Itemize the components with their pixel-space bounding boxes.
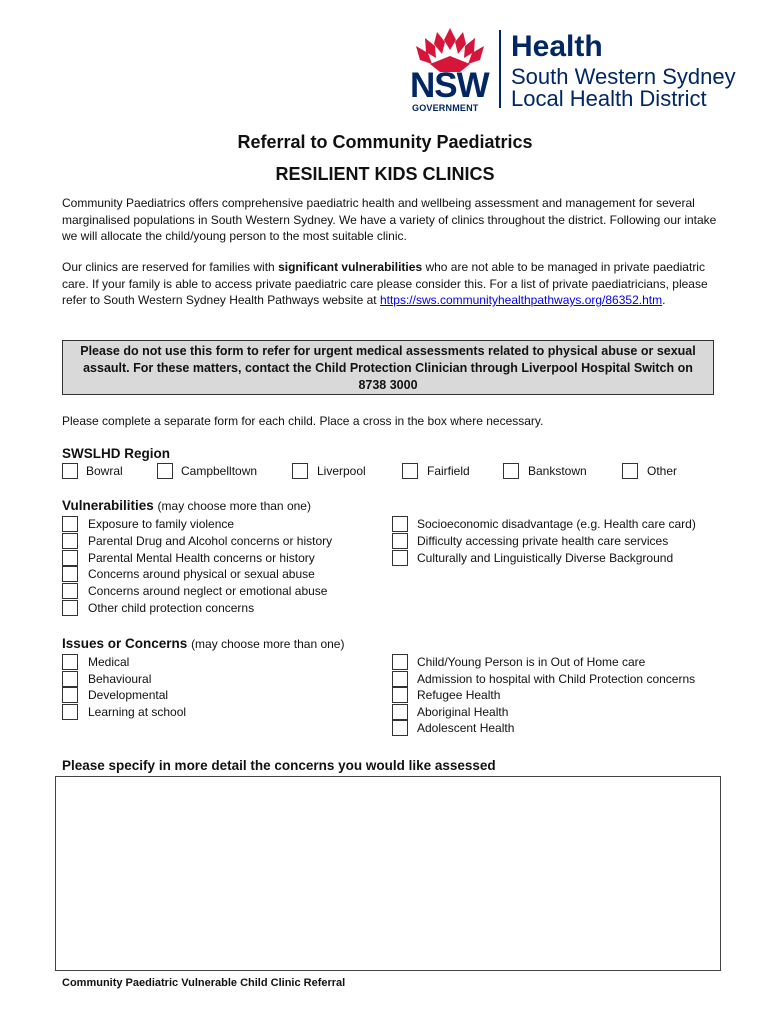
logo-district-line2: Local Health District [511,86,707,111]
region-label-bankstown: Bankstown [528,464,587,478]
vuln-label: Concerns around neglect or emotional abuse [88,584,328,598]
page-subtitle: RESILIENT KIDS CLINICS [275,164,495,184]
issue-label: Developmental [88,688,169,702]
vulnerabilities-title [62,498,311,513]
vuln-checkbox[interactable] [62,583,78,599]
vuln-label: Other child protection concerns [88,601,255,615]
vulnerabilities-subheading: (may choose more than one) [157,499,311,513]
region-checkbox-bankstown[interactable] [503,463,519,479]
issues-heading: Issues or Concerns [62,636,188,651]
region-checkbox-liverpool[interactable] [292,463,308,479]
warning-box: Please do not use this form to refer for urgent medical assessments related to physical abuse or sexual assault. For these matters, contact the Child Protection Clinician through Liverpool Hospital Switch on 8738 3000 [62,340,714,395]
issue-label: Refugee Health [417,688,501,702]
clinics-text-end: . [662,293,666,307]
region-checkbox-other[interactable] [622,463,638,479]
vuln-checkbox[interactable] [62,533,78,549]
issue-checkbox[interactable] [392,704,408,720]
vuln-label: Exposure to family violence [88,517,235,531]
vuln-label: Difficulty accessing private health care services [417,534,669,548]
vuln-label: Concerns around physical or sexual abuse [88,567,315,581]
nsw-wordmark: NSW [410,66,489,105]
clinics-paragraph [62,259,722,309]
region-label-other: Other [647,464,678,478]
issue-label: Learning at school [88,705,187,719]
logo-district-line1: South Western Sydney [511,64,736,89]
region-label-liverpool: Liverpool [317,464,366,478]
issue-checkbox[interactable] [62,687,78,703]
issue-checkbox[interactable] [392,720,408,736]
government-label: GOVERNMENT [412,103,479,113]
detail-title: Please specify in more detail the concerns you would like assessed [62,758,496,773]
vuln-label: Parental Mental Health concerns or history [88,551,315,565]
vuln-checkbox[interactable] [62,566,78,582]
page-footer: Community Paediatric Vulnerable Child Clinic Referral [62,977,346,989]
region-checkbox-campbelltown[interactable] [157,463,173,479]
region-checkbox-bowral[interactable] [62,463,78,479]
clinics-text-after: who are not able to be managed in private paediatric care. If your family is able to access private paediatric care please consider this. For a list of private paediatricians, please refer to South Western Sydney Health Pathways website at [62,260,708,307]
issues-subheading: (may choose more than one) [191,637,345,651]
region-title: SWSLHD Region [62,446,170,461]
health-pathways-link[interactable]: https://sws.communityhealthpathways.org/86352.htm [379,293,663,307]
issue-checkbox[interactable] [392,671,408,687]
vulnerabilities-heading: Vulnerabilities [62,498,154,513]
vuln-checkbox[interactable] [392,516,408,532]
vuln-checkbox[interactable] [62,550,78,566]
instruction-note: Please complete a separate form for each child. Place a cross in the box where necessary. [62,414,544,428]
vuln-label: Culturally and Linguistically Diverse Background [417,551,674,565]
issue-checkbox[interactable] [392,654,408,670]
issue-label: Child/Young Person is in Out of Home care [417,655,646,669]
region-checkbox-fairfield[interactable] [402,463,418,479]
intro-paragraph: Community Paediatrics offers comprehensive paediatric health and wellbeing assessment and management for several marginalised populations in South Western Sydney. We have a variety of clinics throughout the district. Following our intake we will allocate the child/young person to the most suitable clinic. [62,196,717,243]
vuln-label: Parental Drug and Alcohol concerns or history [88,534,333,548]
vuln-checkbox[interactable] [62,600,78,616]
issue-label: Admission to hospital with Child Protection concerns [417,672,696,686]
issues-title [62,636,344,651]
issue-label: Behavioural [88,672,152,686]
logo-health: Health [511,30,603,63]
region-label-bowral: Bowral [86,464,123,478]
issue-checkbox[interactable] [392,687,408,703]
vuln-checkbox[interactable] [392,550,408,566]
logo-divider [499,30,501,108]
vuln-label: Socioeconomic disadvantage (e.g. Health care card) [417,517,696,531]
vuln-checkbox[interactable] [392,533,408,549]
page-title: Referral to Community Paediatrics [237,132,533,152]
clinics-text-bold: significant vulnerabilities [278,260,423,274]
issue-checkbox[interactable] [62,671,78,687]
concerns-detail-textarea[interactable] [55,776,721,971]
region-label-fairfield: Fairfield [427,464,470,478]
issue-checkbox[interactable] [62,704,78,720]
vuln-checkbox[interactable] [62,516,78,532]
issue-label: Medical [88,655,130,669]
region-label-campbelltown: Campbelltown [181,464,258,478]
nsw-health-logo [410,26,755,114]
issue-label: Aboriginal Health [417,705,509,719]
issue-label: Adolescent Health [417,721,515,735]
issue-checkbox[interactable] [62,654,78,670]
clinics-text-before: Our clinics are reserved for families with [62,260,279,274]
